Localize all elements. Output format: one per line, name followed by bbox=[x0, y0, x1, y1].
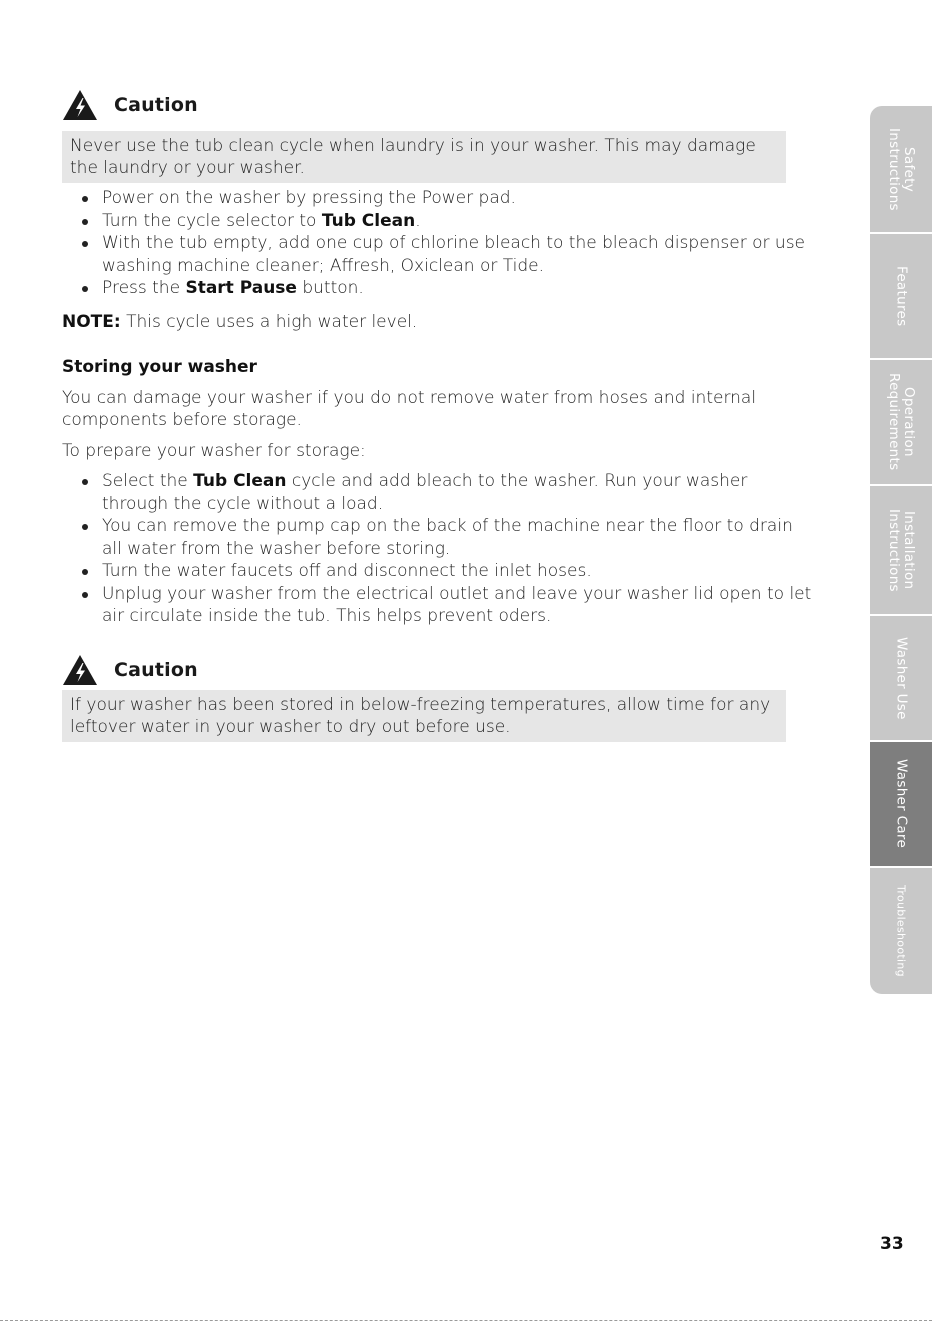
step-text: Power on the washer by pressing the Power pad. bbox=[102, 188, 516, 208]
tab-features[interactable] bbox=[870, 234, 932, 360]
step-text: button. bbox=[296, 278, 364, 298]
tab-washer-use[interactable] bbox=[870, 616, 932, 742]
tab-washer-care[interactable] bbox=[870, 742, 932, 868]
storing-prepare-text: To prepare your washer for storage: bbox=[62, 441, 366, 461]
tub-clean-steps-list bbox=[76, 187, 816, 300]
storing-intro: You can damage your washer if you do not remove water from hoses and internal components before storage. bbox=[62, 388, 757, 430]
tab-label: Operation Requirements bbox=[886, 373, 917, 471]
tab-installation-instructions[interactable] bbox=[870, 486, 932, 616]
section-heading: Storing your washer bbox=[62, 357, 257, 377]
step-text: Turn the cycle selector to bbox=[102, 210, 322, 231]
storing-step bbox=[76, 470, 816, 515]
step-text: Unplug your washer from the electrical outlet and leave your washer lid open to let air circulate inside the tub. This helps prevent oders. bbox=[102, 583, 812, 626]
warning-shock-icon bbox=[62, 654, 98, 686]
tab-label: Safety Instructions bbox=[886, 127, 917, 211]
note-paragraph bbox=[62, 311, 802, 333]
step-text: Select the bbox=[102, 471, 194, 491]
tub-clean-step bbox=[76, 210, 816, 233]
caution-message: Never use the tub clean cycle when laundry is in your washer. This may damage the laundry or your washer. bbox=[62, 131, 786, 183]
caution-message: If your washer has been stored in below-freezing temperatures, allow time for any leftover water in your washer to dry out before use. bbox=[62, 690, 786, 742]
caution-title: Caution bbox=[114, 94, 198, 116]
step-text: . bbox=[415, 210, 421, 231]
tab-troubleshooting[interactable] bbox=[870, 868, 932, 994]
warning-shock-icon bbox=[62, 89, 98, 121]
tab-label: Washer Use bbox=[893, 636, 910, 720]
tab-label: Installation Instructions bbox=[886, 508, 917, 592]
section-tabs bbox=[870, 106, 932, 994]
step-text: Press the bbox=[102, 278, 186, 298]
tab-safety-instructions[interactable] bbox=[870, 106, 932, 234]
step-text: Turn the water faucets off and disconnect the inlet hoses. bbox=[102, 561, 592, 581]
tab-label: Features bbox=[893, 265, 910, 327]
storing-step bbox=[76, 583, 816, 628]
emphasis-term: Tub Clean bbox=[193, 471, 287, 491]
tub-clean-step bbox=[76, 277, 816, 300]
storing-steps-list bbox=[76, 470, 816, 628]
tab-label: Washer Care bbox=[893, 759, 910, 849]
note-text: This cycle uses a high water level. bbox=[120, 312, 418, 332]
emphasis-term: Tub Clean bbox=[321, 210, 416, 231]
caution-header bbox=[62, 89, 198, 121]
emphasis-term: Start Pause bbox=[185, 278, 297, 298]
storing-step bbox=[76, 560, 816, 583]
caution-title: Caution bbox=[114, 659, 198, 681]
tab-label: Troubleshooting bbox=[894, 885, 908, 977]
tub-clean-step bbox=[76, 187, 816, 210]
page-bottom-rule bbox=[0, 1320, 932, 1321]
step-text: cycle and add bleach to the washer. Run your washer through the cycle without a load. bbox=[102, 471, 748, 514]
tab-operation-requirements[interactable] bbox=[870, 360, 932, 486]
step-text: With the tub empty, add one cup of chlorine bleach to the bleach dispenser or use washing machine cleaner; Affresh, Oxiclean or Tide. bbox=[102, 233, 806, 276]
note-label: NOTE: bbox=[62, 312, 121, 332]
caution-header bbox=[62, 654, 198, 686]
page-number: 33 bbox=[880, 1234, 904, 1254]
step-text: You can remove the pump cap on the back of the machine near the floor to drain all water from the washer before storing. bbox=[102, 516, 793, 559]
tub-clean-step bbox=[76, 232, 816, 277]
storing-step bbox=[76, 515, 816, 560]
